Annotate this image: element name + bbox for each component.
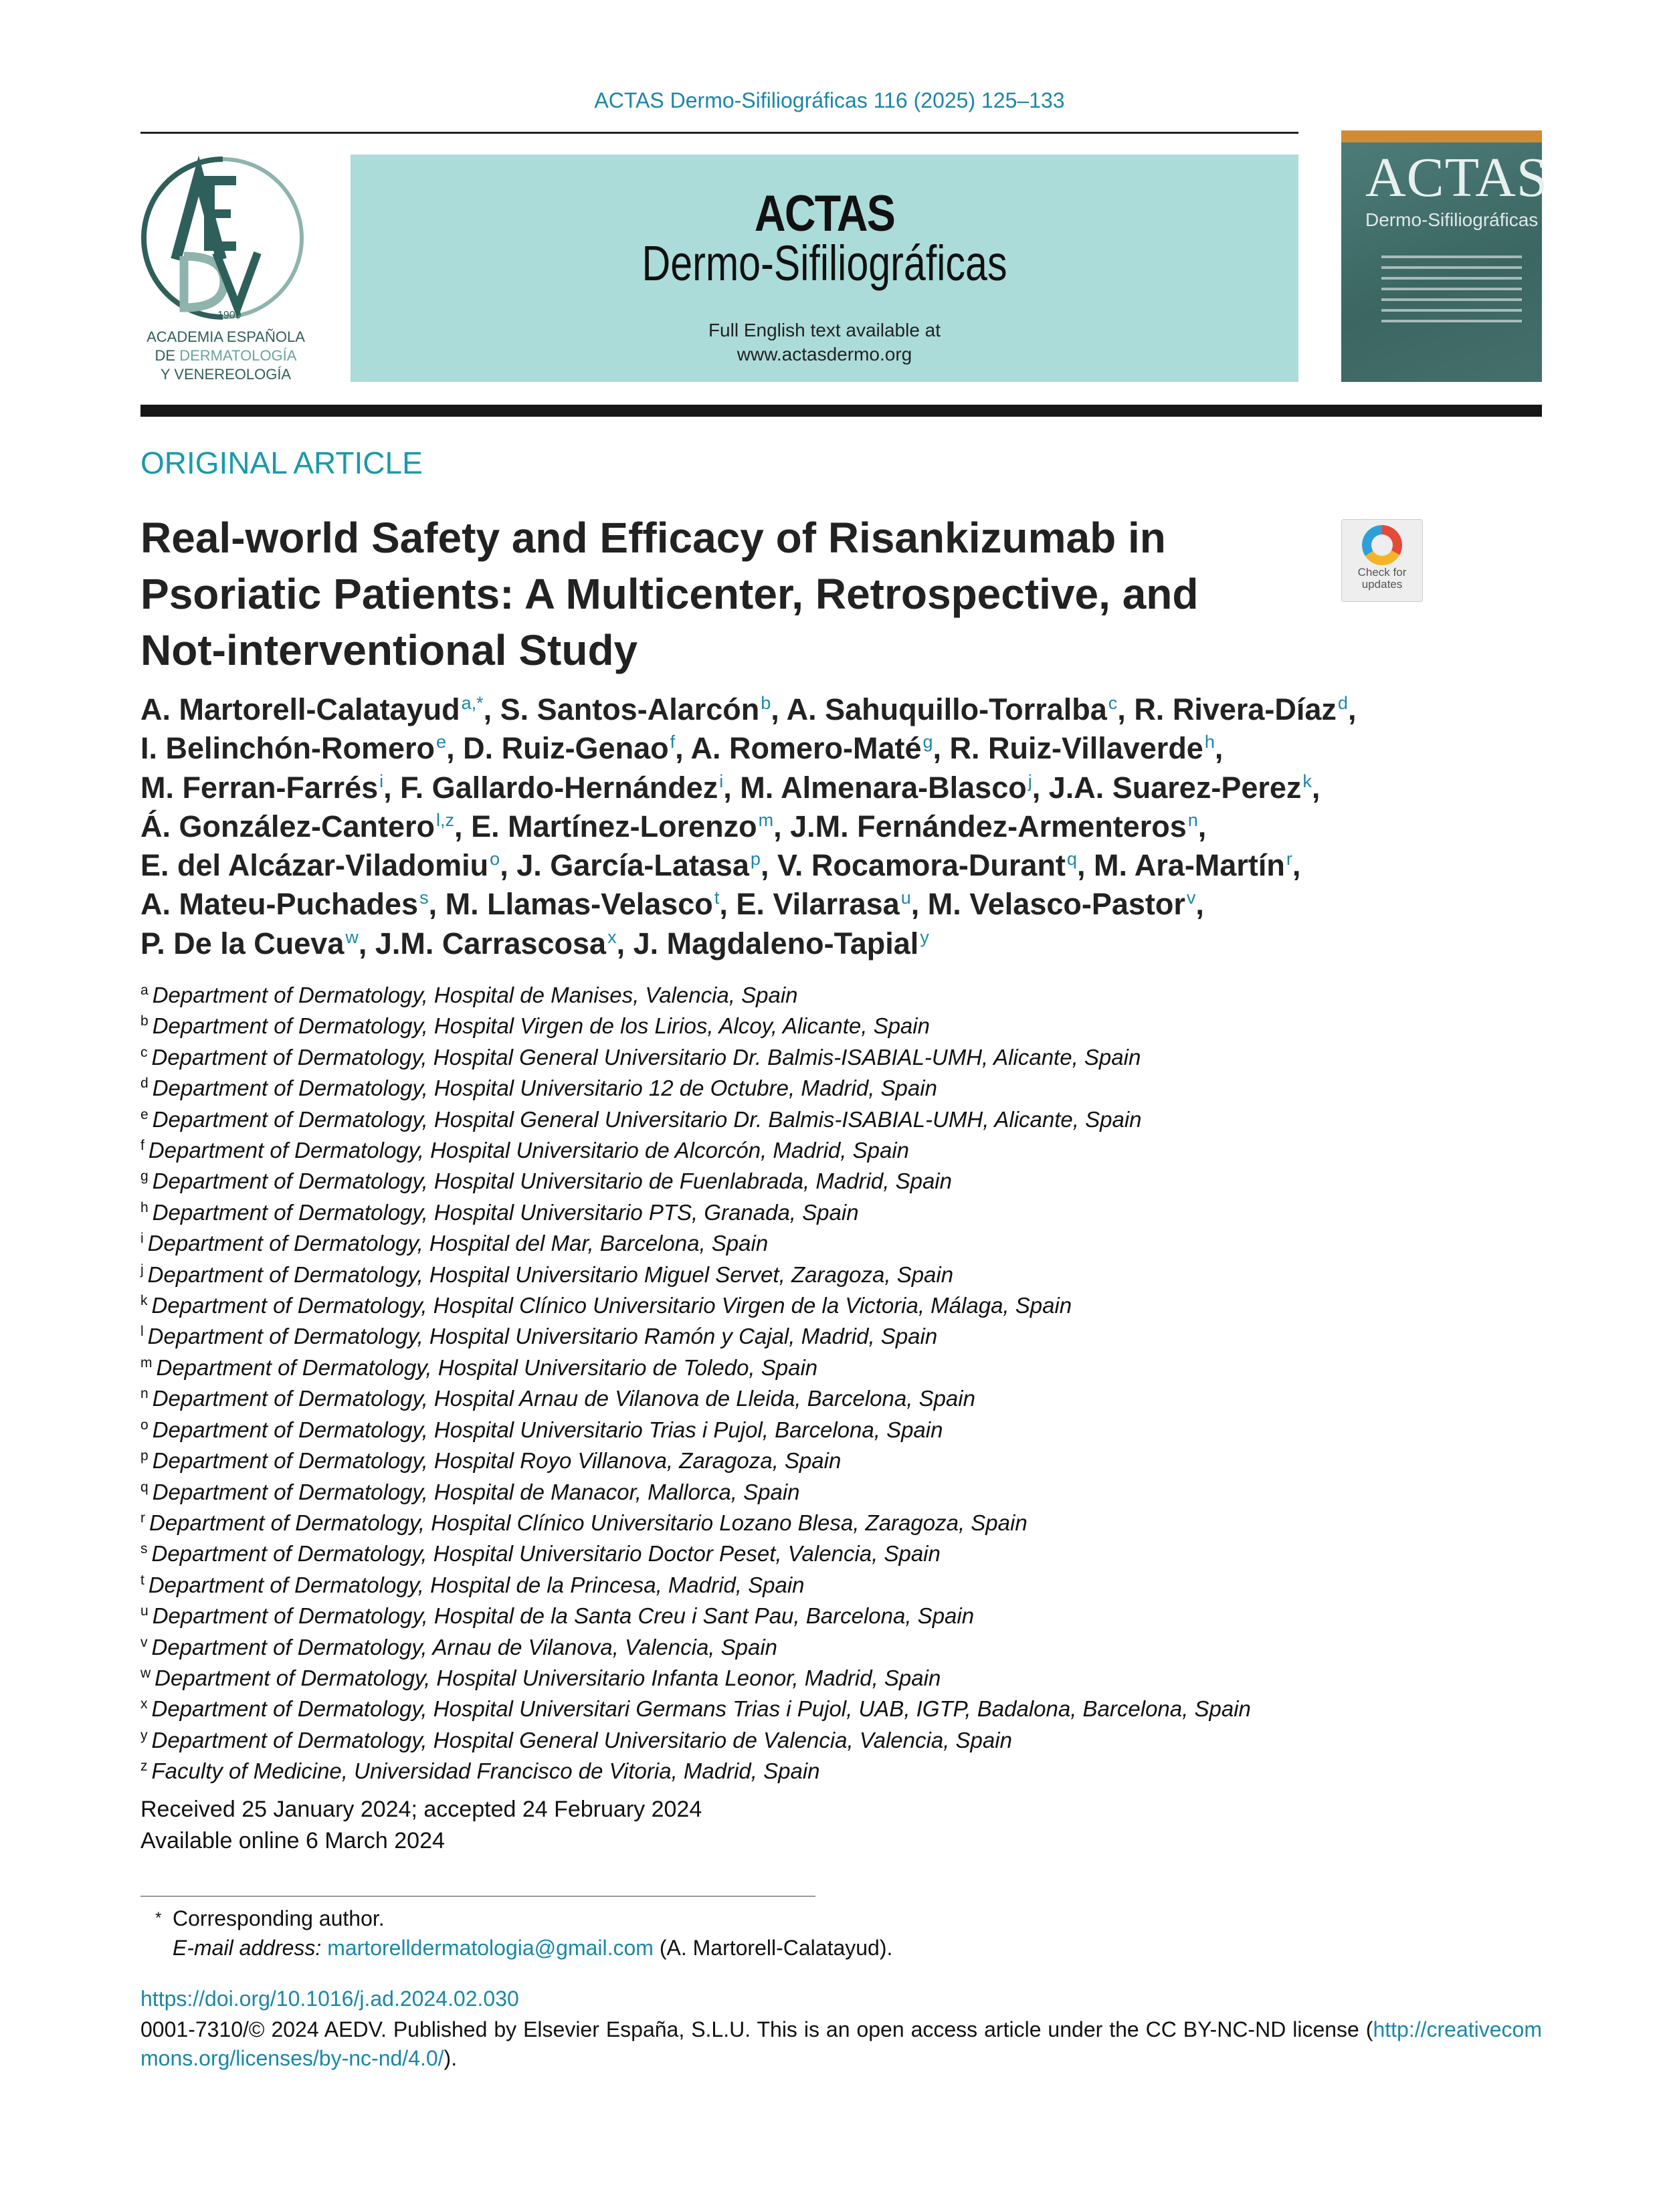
separator: , (454, 809, 472, 843)
affiliation-letter: i (140, 1231, 144, 1247)
affiliation-text: Department of Dermatology, Hospital Universitario de Toledo, Spain (156, 1354, 818, 1380)
affiliation-marker[interactable]: b (761, 693, 771, 713)
received-accepted: Received 25 January 2024; accepted 24 February 2024 (140, 1797, 702, 1822)
separator: , (1197, 809, 1207, 843)
affiliation-item (140, 1104, 1251, 1135)
affiliation-item (140, 1570, 1251, 1601)
separator: , (1292, 848, 1301, 883)
affiliation-marker[interactable]: w (345, 926, 359, 947)
affiliation-letter: r (140, 1510, 145, 1526)
separator: , (483, 692, 500, 726)
affiliation-item (140, 1042, 1251, 1073)
affiliation-item (140, 1260, 1251, 1290)
affiliation-letter: c (140, 1044, 148, 1060)
affiliation-letter: y (140, 1727, 148, 1743)
affiliation-text: Department of Dermatology, Hospital de la Princesa, Madrid, Spain (148, 1572, 805, 1597)
affiliation-letter: u (140, 1603, 149, 1619)
affiliation-marker[interactable]: i (379, 771, 384, 791)
author-name: M. Almenara-Blasco (740, 770, 1027, 805)
affiliation-text: Department of Dermatology, Hospital Universitario de Fuenlabrada, Madrid, Spain (152, 1169, 952, 1194)
affiliation-letter: s (140, 1541, 148, 1557)
affiliation-item (140, 1011, 1251, 1041)
separator: , (1195, 887, 1204, 922)
affiliation-letter: q (140, 1479, 149, 1495)
affiliation-letter: e (140, 1106, 149, 1122)
affiliation-item (140, 1508, 1251, 1538)
title-line: Real-world Safety and Efficacy of Risankizumab in (140, 514, 1166, 562)
author-name: A. Mateu-Puchades (140, 887, 419, 922)
affiliation-text: Department of Dermatology, Hospital Universitario de Alcorcón, Madrid, Spain (148, 1138, 910, 1163)
author-line (140, 885, 1356, 924)
affiliation-item (140, 1228, 1251, 1259)
header-bar (140, 405, 1542, 417)
journal-reference[interactable]: ACTAS Dermo-Sifiliográficas 116 (2025) 125–133 (594, 88, 1065, 112)
logo-line-2a: DE (155, 347, 180, 364)
author-name: A. Martorell-Calatayud (140, 692, 460, 726)
affiliation-text: Department of Dermatology, Hospital Universitari Germans Trias i Pujol, UAB, IGTP, Badalona, Barcelona, Spain (151, 1696, 1251, 1722)
affiliation-item (140, 1166, 1251, 1197)
affiliation-text: Department of Dermatology, Arnau de Vilanova, Valencia, Spain (151, 1634, 778, 1660)
affiliation-marker[interactable]: e (436, 732, 447, 752)
separator: , (723, 770, 741, 805)
author-name: J.A. Suarez-Perez (1048, 770, 1302, 805)
author-name: R. Ruiz-Villaverde (949, 731, 1203, 766)
author-line (140, 924, 1356, 963)
corresponding-label: Corresponding author. (173, 1906, 385, 1930)
banner-title-actas: ACTAS (754, 185, 895, 242)
affiliation-item (140, 1694, 1251, 1724)
logo-line-1: ACADEMIA ESPAÑOLA (147, 328, 305, 345)
affiliation-item (140, 1290, 1251, 1321)
separator: , (446, 731, 464, 766)
author-name: M. Llamas-Velasco (445, 887, 713, 922)
affiliation-letter: x (140, 1696, 148, 1712)
separator: , (760, 848, 777, 883)
affiliation-marker[interactable]: d (1337, 693, 1348, 713)
separator: , (358, 926, 375, 961)
affiliation-letter: k (140, 1293, 148, 1309)
affiliation-letter: n (140, 1386, 149, 1402)
affiliation-item (140, 980, 1251, 1011)
affiliation-text: Faculty of Medicine, Universidad Francisco de Vitoria, Madrid, Spain (151, 1758, 820, 1784)
affiliation-item (140, 1477, 1251, 1508)
author-name: M. Ferran-Farrés (140, 770, 379, 805)
author-name: I. Belinchón-Romero (140, 731, 435, 766)
affiliation-marker[interactable]: u (900, 888, 911, 908)
cover-subtitle: Dermo-Sifiliográficas (1365, 209, 1539, 230)
separator: , (1032, 770, 1049, 805)
affiliation-marker[interactable]: f (670, 732, 676, 752)
email-label: E-mail address: (173, 1936, 322, 1960)
license-notice (140, 2015, 1542, 2073)
author-name: J.M. Fernández-Armenteros (790, 809, 1187, 843)
affiliation-letter: t (140, 1572, 144, 1588)
affiliation-marker[interactable]: n (1187, 809, 1198, 830)
crossmark-icon (1362, 525, 1402, 565)
affiliation-text: Department of Dermatology, Hospital Universitario PTS, Granada, Spain (152, 1199, 859, 1225)
affiliation-text: Department of Dermatology, Hospital del Mar, Barcelona, Spain (147, 1231, 769, 1256)
title-line: Not-interventional Study (140, 626, 638, 674)
author-name: D. Ruiz-Genao (463, 731, 669, 766)
separator: , (1076, 848, 1094, 883)
affiliation-text: Department of Dermatology, Hospital Clínico Universitario Virgen de la Victoria, Málaga, Spain (151, 1293, 1072, 1318)
affiliation-text: Department of Dermatology, Hospital Universitario Doctor Peset, Valencia, Spain (151, 1541, 941, 1567)
article-dates (140, 1794, 702, 1857)
affiliation-letter: d (140, 1076, 149, 1092)
author-line (140, 690, 1356, 729)
affiliation-marker[interactable]: g (922, 732, 933, 752)
affiliation-marker[interactable]: r (1286, 849, 1292, 870)
logo-line-2b: DERMATOLOGÍA (179, 347, 297, 364)
aedv-logo (137, 153, 314, 387)
email-link[interactable]: martorelldermatologia@gmail.com (327, 1936, 654, 1960)
affiliation-marker[interactable]: o (490, 849, 500, 870)
check-updates-label: updates (1361, 578, 1403, 591)
affiliation-text: Department of Dermatology, Hospital de la Santa Creu i Sant Pau, Barcelona, Spain (152, 1603, 975, 1629)
separator: , (383, 770, 401, 805)
affiliation-marker[interactable]: a,* (461, 693, 484, 713)
affiliation-text: Department of Dermatology, Hospital General Universitario Dr. Balmis-ISABIAL-UMH, Alicante, Spain (151, 1044, 1141, 1070)
license-close: ). (444, 2046, 458, 2070)
separator: , (1117, 692, 1135, 726)
affiliation-item (140, 1538, 1251, 1569)
affiliation-letter: g (140, 1169, 149, 1185)
author-name: P. De la Cueva (140, 926, 345, 961)
cover-title: ACTAS (1365, 146, 1549, 209)
affiliation-text: Department of Dermatology, Hospital General Universitario de Valencia, Valencia, Spain (151, 1727, 1012, 1752)
journal-banner (351, 155, 1298, 382)
journal-cover-image (1341, 130, 1549, 382)
banner-title-dermo: Dermo-Sifiliográficas (642, 235, 1007, 291)
author-name: M. Velasco-Pastor (927, 887, 1185, 922)
affiliation-item (140, 1663, 1251, 1694)
author-name: J. Magdaleno-Tapial (633, 926, 919, 961)
affiliation-item (140, 1135, 1251, 1166)
affiliation-text: Department of Dermatology, Hospital Virgen de los Lirios, Alcoy, Alicante, Spain (152, 1013, 930, 1039)
affiliation-marker[interactable]: i (719, 771, 724, 791)
author-name: E. del Alcázar-Viladomiu (140, 848, 489, 883)
email-owner: (A. Martorell-Calatayud). (653, 1936, 893, 1960)
author-name: S. Santos-Alarcón (500, 692, 760, 726)
check-updates-label: Check for (1357, 566, 1407, 579)
affiliation-item (140, 1725, 1251, 1756)
affiliation-letter: w (140, 1665, 151, 1681)
affiliation-marker[interactable]: p (750, 849, 761, 870)
footnote-rule (140, 1896, 815, 1897)
affiliation-letter: v (140, 1634, 148, 1650)
author-name: R. Rivera-Díaz (1134, 692, 1337, 726)
separator: , (1214, 731, 1224, 766)
affiliation-marker[interactable]: t (714, 888, 720, 908)
affiliation-letter: j (140, 1262, 144, 1278)
affiliation-letter: l (140, 1324, 144, 1340)
author-name: V. Rocamora-Durant (777, 848, 1066, 883)
banner-url[interactable]: www.actasdermo.org (737, 344, 912, 365)
affiliation-marker[interactable]: y (920, 926, 929, 947)
affiliation-text: Department of Dermatology, Hospital Universitario Infanta Leonor, Madrid, Spain (155, 1665, 941, 1690)
affiliation-item (140, 1601, 1251, 1631)
affiliation-marker[interactable]: v (1186, 888, 1196, 908)
affiliation-text: Department of Dermatology, Hospital Universitario Miguel Servet, Zaragoza, Spain (147, 1262, 954, 1287)
affiliation-letter: z (140, 1758, 148, 1775)
article-type: ORIGINAL ARTICLE (140, 445, 423, 480)
affiliation-item (140, 1321, 1251, 1352)
separator: , (1311, 770, 1321, 805)
affiliation-text: Department of Dermatology, Hospital de Manises, Valencia, Spain (152, 983, 798, 1007)
corresponding-footnote (155, 1904, 893, 1963)
affiliation-text: Department of Dermatology, Hospital de Manacor, Mallorca, Spain (152, 1479, 800, 1504)
logo-line-3: Y VENEREOLOGÍA (160, 366, 292, 383)
affiliation-text: Department of Dermatology, Hospital Universitario Ramón y Cajal, Madrid, Spain (147, 1324, 938, 1349)
doi-link[interactable]: https://doi.org/10.1016/j.ad.2024.02.030 (140, 1987, 519, 2011)
svg-text:1909: 1909 (217, 310, 241, 321)
affiliation-text: Department of Dermatology, Hospital Royo Villanova, Zaragoza, Spain (152, 1448, 842, 1474)
license-text: 0001-7310/© 2024 AEDV. Published by Elsevier España, S.L.U. This is an open access article under the CC BY-NC-ND license ( (140, 2017, 1373, 2041)
affiliation-letter: o (140, 1417, 149, 1433)
affiliation-marker[interactable]: k (1302, 771, 1312, 791)
asterisk-mark: * (155, 1909, 162, 1927)
affiliation-letter: m (140, 1354, 153, 1371)
affiliation-marker[interactable]: j (1028, 771, 1032, 791)
separator: , (719, 887, 737, 922)
affiliation-letter: p (140, 1448, 149, 1464)
author-name: Á. González-Cantero (140, 809, 435, 843)
affiliation-item (140, 1352, 1251, 1383)
separator: , (910, 887, 928, 922)
affiliation-letter: f (140, 1138, 144, 1154)
affiliation-marker[interactable]: x (607, 926, 617, 947)
check-for-updates-button[interactable] (1341, 519, 1423, 602)
affiliation-marker[interactable]: s (419, 888, 429, 908)
affiliation-marker[interactable]: m (758, 809, 774, 830)
title-line: Psoriatic Patients: A Multicenter, Retrospective, and (140, 570, 1199, 618)
affiliation-marker[interactable]: q (1066, 849, 1077, 870)
affiliation-item (140, 1383, 1251, 1414)
separator: , (500, 848, 517, 883)
license-link[interactable]: http://creativecommons.org/licenses/by-nc-nd/4.0/ (140, 2017, 1542, 2070)
separator: , (771, 692, 787, 726)
author-name: M. Ara-Martín (1093, 848, 1285, 883)
header-rule (140, 132, 1298, 134)
affiliation-letter: a (140, 983, 149, 998)
affiliation-item (140, 1415, 1251, 1445)
author-line (140, 769, 1356, 807)
author-name: J. García-Latasa (516, 848, 749, 883)
author-line (140, 729, 1356, 768)
affiliation-text: Department of Dermatology, Hospital General Universitario Dr. Balmis-ISABIAL-UMH, Alicante, Spain (152, 1106, 1142, 1132)
separator: , (1347, 692, 1357, 726)
affiliation-marker[interactable]: h (1204, 732, 1215, 752)
affiliation-text: Department of Dermatology, Hospital Universitario 12 de Octubre, Madrid, Spain (152, 1076, 937, 1101)
author-name: A. Romero-Maté (690, 731, 922, 766)
affiliation-item (140, 1756, 1251, 1787)
separator: , (616, 926, 633, 961)
affiliation-marker[interactable]: c (1108, 693, 1118, 713)
separator: , (428, 887, 446, 922)
banner-note: Full English text available at (708, 320, 941, 340)
affiliation-marker[interactable]: l,z (436, 809, 455, 830)
author-name: J.M. Carrascosa (375, 926, 607, 961)
author-line (140, 807, 1356, 846)
affiliation-text: Department of Dermatology, Hospital Arnau de Vilanova de Lleida, Barcelona, Spain (152, 1386, 975, 1411)
author-name: E. Vilarrasa (736, 887, 900, 922)
separator: , (675, 731, 691, 766)
author-name: F. Gallardo-Hernández (400, 770, 718, 805)
separator: , (933, 731, 950, 766)
available-online: Available online 6 March 2024 (140, 1828, 445, 1853)
author-name: E. Martínez-Lorenzo (471, 809, 757, 843)
author-list (140, 690, 1356, 963)
affiliation-list (140, 980, 1251, 1787)
author-name: A. Sahuquillo-Torralba (786, 692, 1107, 726)
affiliation-item (140, 1632, 1251, 1663)
affiliation-letter: h (140, 1199, 149, 1215)
affiliation-letter: b (140, 1013, 149, 1029)
affiliation-text: Department of Dermatology, Hospital Universitario Trias i Pujol, Barcelona, Spain (152, 1417, 943, 1442)
affiliation-item (140, 1197, 1251, 1228)
article-title (140, 510, 1278, 678)
separator: , (773, 809, 791, 843)
affiliation-item (140, 1073, 1251, 1104)
author-line (140, 846, 1356, 885)
affiliation-text: Department of Dermatology, Hospital Clínico Universitario Lozano Blesa, Zaragoza, Spain (149, 1510, 1028, 1535)
affiliation-item (140, 1445, 1251, 1476)
